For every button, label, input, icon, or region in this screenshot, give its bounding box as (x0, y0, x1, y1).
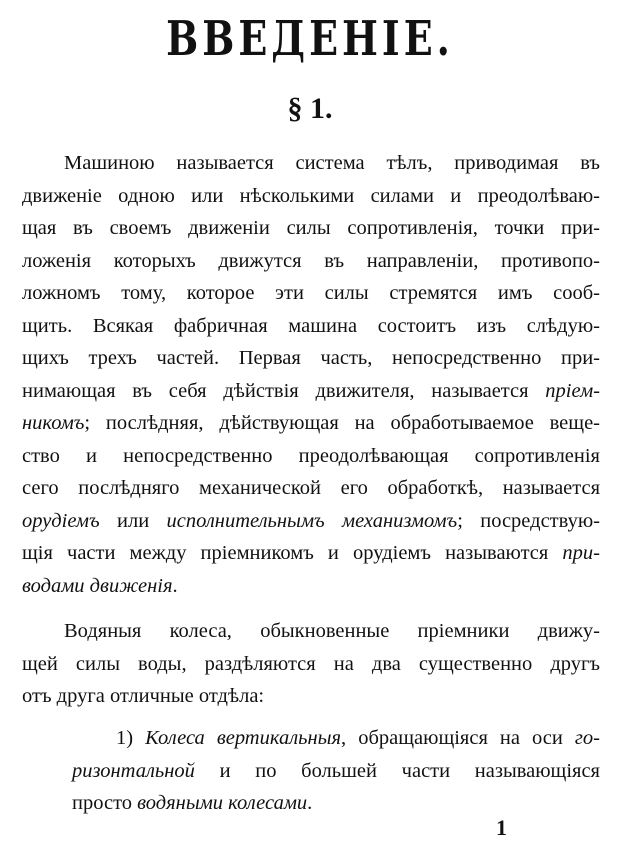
italic-term: водяными колесами (137, 792, 308, 814)
italic-term: при- (562, 542, 600, 564)
text-line: сего послѣдняго механической его обработкѣ, называется (22, 477, 600, 499)
page-number: 1 (496, 815, 507, 840)
text-line (22, 570, 600, 603)
text-line: ство и непосредственно преодолѣвающая сопротивленія (22, 444, 600, 467)
text-segment: или (99, 509, 167, 532)
section-heading: § 1. (287, 92, 333, 125)
text-line (22, 375, 600, 408)
italic-term: го- (574, 727, 600, 749)
list-number: 1) (116, 727, 134, 749)
paragraph-1 (22, 147, 600, 602)
text-line: Водяныя колеса, обыкновенные пріемники движу- (64, 620, 600, 642)
text-segment: ; посредствую- (457, 509, 600, 532)
text-segment: нимающая въ себя дѣйствія движителя, называется (22, 379, 546, 402)
text-line (22, 755, 600, 788)
italic-term: исполнительнымъ механизмомъ (166, 509, 458, 532)
text-line (22, 505, 600, 538)
italic-term: никомъ (22, 412, 85, 434)
italic-term: орудіемъ (22, 509, 100, 532)
italic-term: Колеса вертикальныя (145, 727, 342, 749)
text-line: ложномъ тому, которое эти силы стремятся имъ сооб- (22, 282, 600, 304)
text-segment: . (307, 792, 313, 814)
text-line: ложенія которыхъ движутся въ направленіи, противопо- (22, 249, 600, 272)
text-segment: . (172, 574, 178, 597)
text-line: Машиною называется система тѣлъ, приводимая въ (64, 152, 600, 174)
text-segment: , обращающіяся на оси (341, 727, 575, 749)
text-line: щить. Всякая фабричная машина состоитъ изъ слѣдую- (22, 314, 600, 337)
text-segment: щія части между пріемникомъ и орудіемъ называются (22, 542, 563, 564)
text-segment: просто (72, 792, 138, 814)
text-line: щихъ трехъ частей. Первая часть, непосредственно при- (22, 347, 600, 369)
paragraph-2 (22, 615, 600, 713)
text-line: движеніе одною или нѣсколькими силами и преодолѣваю- (22, 184, 600, 207)
text-segment: и по большей части называющіяся (194, 759, 600, 782)
text-line: отъ друга отличные отдѣла: (22, 685, 265, 707)
text-line: щая въ своемъ движеніи силы сопротивленія, точки при- (22, 217, 600, 239)
paragraph-3 (22, 722, 600, 820)
text-segment: ; послѣдняя, дѣйствующая на обработываемое веще- (84, 412, 600, 434)
text-line (22, 537, 600, 570)
text-line (22, 407, 600, 440)
italic-term: ризонтальной (72, 759, 195, 782)
text-line (22, 787, 600, 820)
italic-term: пріем- (545, 379, 600, 402)
text-line: щей силы воды, раздѣляются на два существенно другъ (22, 652, 600, 675)
italic-term: водами движенія (22, 574, 173, 597)
text-line (22, 722, 600, 755)
chapter-title: ВВЕДЕНІЕ. (166, 10, 454, 67)
